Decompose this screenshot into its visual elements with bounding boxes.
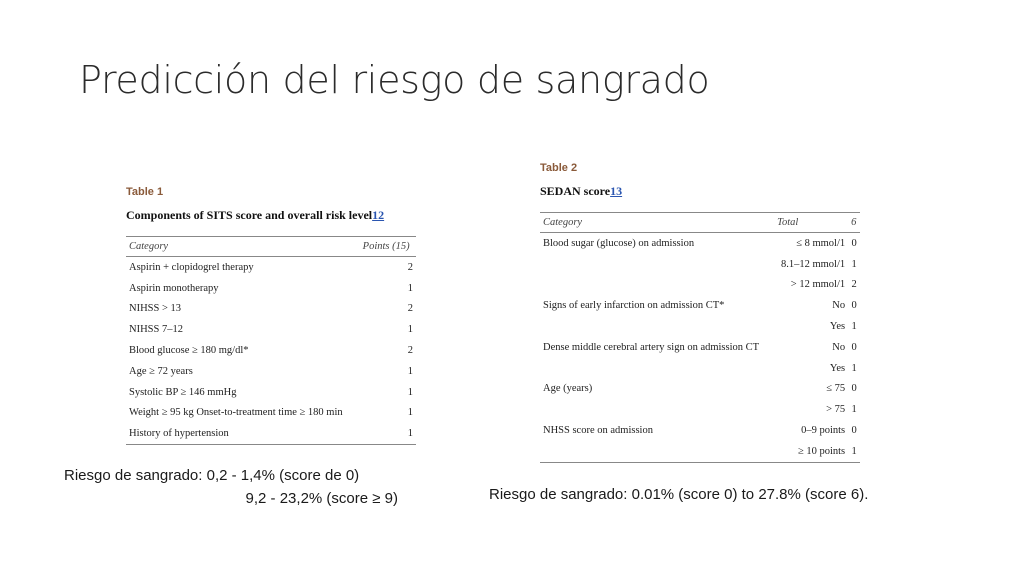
sits-table-body <box>126 257 416 445</box>
table-row <box>540 358 860 379</box>
sedan-table-block <box>540 162 862 463</box>
table-cell: ≤ 8 mmol/1 <box>796 237 846 249</box>
table-cell: 2 <box>407 303 413 315</box>
table-cell <box>540 254 774 275</box>
table-row <box>540 275 860 296</box>
table-cell: > 12 mmol/1 <box>790 279 846 291</box>
table-row <box>126 257 416 278</box>
table-cell: 0–9 points <box>801 425 846 437</box>
header-max-score: 6 <box>848 213 860 233</box>
table-cell: 1 <box>407 365 413 377</box>
sits-risk-caption-line1: Riesgo de sangrado: 0,2 - 1,4% (score de 0) <box>64 467 360 484</box>
table-cell: History of hypertension <box>126 423 360 444</box>
table-cell: 1 <box>360 423 416 444</box>
sits-risk-caption-line2: 9,2 - 23,2% (score ≥ 9) <box>245 490 398 507</box>
header-category: Category <box>126 237 360 257</box>
table-row <box>126 423 416 444</box>
sedan-table-body <box>540 233 860 463</box>
table-cell: 0 <box>851 383 857 395</box>
table-cell: Yes <box>829 362 846 374</box>
table-cell: 2 <box>407 261 413 273</box>
table-row <box>540 420 860 441</box>
header-total: Total <box>774 213 848 233</box>
sedan-risk-caption: Riesgo de sangrado: 0.01% (score 0) to 27.8% (score 6). <box>489 486 869 503</box>
table1-label: Table 1 <box>126 186 164 198</box>
table-cell: Dense middle cerebral artery sign on admission CT <box>543 341 760 353</box>
table-cell: 1 <box>407 386 413 398</box>
table-cell: Yes <box>829 321 846 333</box>
table-cell: 1 <box>851 258 857 270</box>
table-row <box>540 337 860 358</box>
table-cell: 0 <box>851 300 857 312</box>
table1-ref-link[interactable]: 12 <box>372 208 385 222</box>
table2-caption <box>540 184 862 199</box>
table-cell: Signs of early infarction on admission CT* <box>543 300 725 312</box>
table2-caption-text: SEDAN score <box>540 184 611 198</box>
table-header-row <box>126 237 416 257</box>
table-cell: Systolic BP ≥ 146 mmHg <box>129 386 237 398</box>
table-cell: Age (years) <box>543 383 593 395</box>
table-header-row <box>540 213 860 233</box>
table-cell: No <box>832 341 846 353</box>
table-cell <box>540 399 774 420</box>
table-row <box>540 295 860 316</box>
table-cell: NHSS score on admission <box>543 425 653 437</box>
table-cell: ≥ 10 points <box>774 441 848 462</box>
table-row <box>126 299 416 320</box>
table-row <box>540 441 860 462</box>
sits-table-block <box>126 186 416 445</box>
table-cell: Aspirin + clopidogrel therapy <box>129 261 254 273</box>
table-cell: 0 <box>851 341 857 353</box>
table-row <box>126 319 416 340</box>
table-cell: 0 <box>851 237 857 249</box>
table-row <box>126 382 416 403</box>
slide-title: Predicción del riesgo de sangrado <box>79 58 710 102</box>
table-cell: Blood sugar (glucose) on admission <box>543 237 695 249</box>
table-row <box>126 403 416 424</box>
table-row <box>540 399 860 420</box>
table-row <box>540 233 860 254</box>
table-cell: Weight ≥ 95 kg Onset-to-treatment time ≥ 180 min <box>129 407 343 419</box>
sits-table <box>126 236 416 445</box>
table-cell <box>540 358 774 379</box>
table-cell: Age ≥ 72 years <box>129 365 193 377</box>
table1-caption-text: Components of SITS score and overall risk level <box>126 208 373 222</box>
table-cell: 1 <box>851 362 857 374</box>
table-cell: NIHSS > 13 <box>129 303 182 315</box>
table-cell: 1 <box>407 324 413 336</box>
table-cell: 0 <box>851 425 857 437</box>
table-cell: > 75 <box>826 404 846 416</box>
table-row <box>540 379 860 400</box>
table-cell: 1 <box>407 407 413 419</box>
table-cell <box>540 316 774 337</box>
table1-caption <box>126 208 416 223</box>
table-cell: 1 <box>851 404 857 416</box>
table2-ref-link[interactable]: 13 <box>610 184 623 198</box>
sedan-table <box>540 212 860 463</box>
table-cell: 8.1–12 mmol/1 <box>780 258 846 270</box>
table-cell: 2 <box>407 345 413 357</box>
table-cell: No <box>832 300 846 312</box>
table-cell: Aspirin monotherapy <box>129 282 219 294</box>
table-row <box>126 340 416 361</box>
table2-label: Table 2 <box>540 162 578 174</box>
table-cell: 2 <box>851 279 857 291</box>
header-points: Points (15) <box>360 237 416 257</box>
table-cell: 1 <box>407 282 413 294</box>
table-cell <box>540 275 774 296</box>
table-row <box>540 254 860 275</box>
table-cell: 1 <box>851 321 857 333</box>
table-row <box>126 278 416 299</box>
table-cell: ≤ 75 <box>826 383 846 395</box>
header-category: Category <box>540 213 774 233</box>
table-cell: NIHSS 7–12 <box>129 324 183 336</box>
table-row <box>126 361 416 382</box>
table-row <box>540 316 860 337</box>
table-cell <box>540 441 774 462</box>
table-cell: 1 <box>848 441 860 462</box>
table-cell: Blood glucose ≥ 180 mg/dl* <box>129 345 249 357</box>
